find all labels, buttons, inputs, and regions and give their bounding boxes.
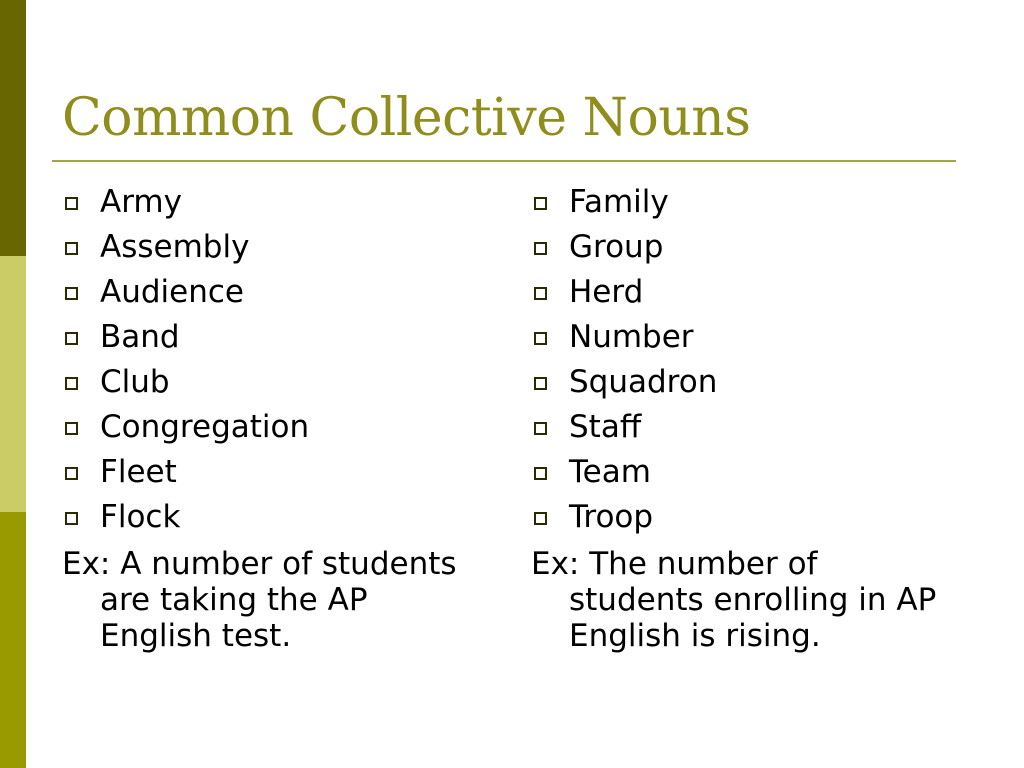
hollow-square-icon [534, 287, 547, 300]
list-item [531, 360, 951, 405]
list-item [531, 495, 951, 540]
list-item [62, 225, 482, 270]
hollow-square-icon [65, 512, 78, 525]
left-example-sentence: Ex: A number of students are taking the AP English test. [62, 546, 457, 654]
list-item-label: Flock [100, 499, 181, 535]
list-item-label: Squadron [569, 364, 718, 400]
left-column [62, 180, 482, 654]
list-item-label: Team [569, 454, 651, 490]
list-item [62, 315, 482, 360]
slide-title: Common Collective Nouns [62, 88, 751, 148]
hollow-square-icon [65, 467, 78, 480]
list-item [531, 315, 951, 360]
right-bullet-list [531, 180, 951, 540]
hollow-square-icon [534, 242, 547, 255]
hollow-square-icon [65, 242, 78, 255]
hollow-square-icon [65, 422, 78, 435]
list-item [531, 450, 951, 495]
hollow-square-icon [65, 377, 78, 390]
right-column [531, 180, 951, 654]
list-item-label: Family [569, 184, 669, 220]
list-item-label: Number [569, 319, 694, 355]
sidebar-accent-top [0, 0, 26, 256]
list-item [62, 180, 482, 225]
list-item-label: Congregation [100, 409, 310, 445]
list-item-label: Assembly [100, 229, 250, 265]
list-item [62, 360, 482, 405]
hollow-square-icon [534, 512, 547, 525]
right-example-sentence: Ex: The number of students enrolling in AP English is rising. [531, 546, 937, 654]
hollow-square-icon [534, 422, 547, 435]
list-item-label: Troop [569, 499, 654, 535]
list-item [62, 450, 482, 495]
sidebar-accent-bottom [0, 512, 26, 768]
list-item [531, 270, 951, 315]
title-divider [52, 160, 956, 162]
list-item [531, 405, 951, 450]
list-item [531, 180, 951, 225]
list-item [62, 405, 482, 450]
hollow-square-icon [65, 332, 78, 345]
list-item-label: Band [100, 319, 180, 355]
hollow-square-icon [534, 332, 547, 345]
list-item [531, 225, 951, 270]
hollow-square-icon [534, 467, 547, 480]
sidebar-accent-middle [0, 256, 26, 512]
list-item-label: Herd [569, 274, 644, 310]
list-item [62, 495, 482, 540]
hollow-square-icon [534, 197, 547, 210]
list-item-label: Group [569, 229, 664, 265]
list-item-label: Audience [100, 274, 244, 310]
list-item-label: Staff [569, 409, 642, 445]
list-item [62, 270, 482, 315]
list-item-label: Club [100, 364, 170, 400]
hollow-square-icon [65, 287, 78, 300]
list-item-label: Fleet [100, 454, 177, 490]
list-item-label: Army [100, 184, 182, 220]
left-bullet-list [62, 180, 482, 540]
hollow-square-icon [534, 377, 547, 390]
hollow-square-icon [65, 197, 78, 210]
